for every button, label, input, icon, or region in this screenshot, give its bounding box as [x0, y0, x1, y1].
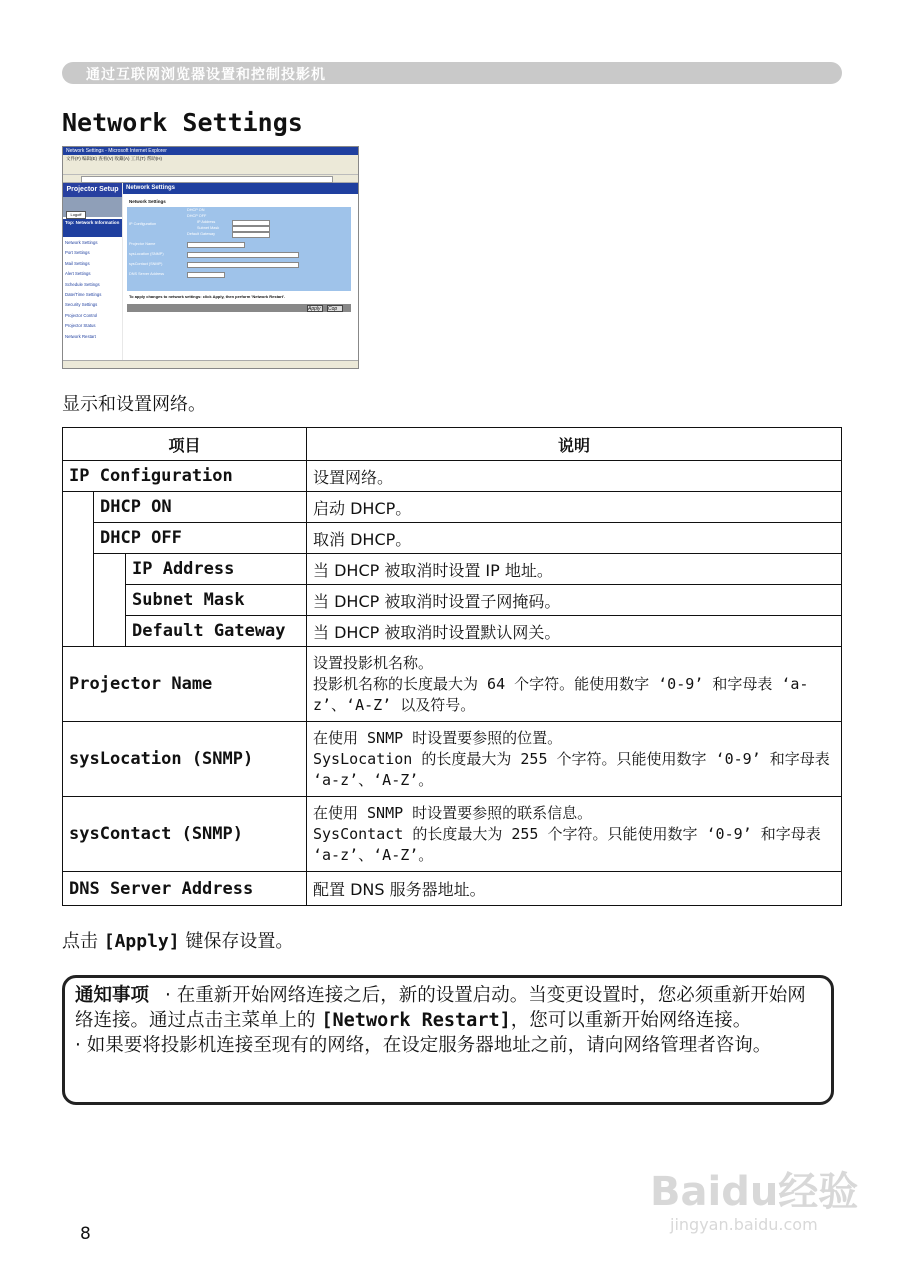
notice-label: 通知事项 [75, 985, 150, 1006]
network-restart-key: [Network Restart] [321, 1010, 511, 1031]
sidebar-item: Projector Control [65, 312, 98, 318]
form-label: Projector Name [129, 242, 156, 246]
table-row-desc: 在使用 SNMP 时设置要参照的联系信息。 SysContact 的长度最大为 255 个字符。只能使用数字 ‘0-9’ 和字母表 ‘a-z’、‘A-Z’。 [307, 797, 842, 872]
table-row-desc: 在使用 SNMP 时设置要参照的位置。 SysLocation 的长度最大为 255 个字符。只能使用数字 ‘0-9’ 和字母表 ‘a-z’、‘A-Z’。 [307, 722, 842, 797]
table-row-desc: 当 DHCP 被取消时设置 IP 地址。 [307, 554, 842, 585]
section-title: 通过互联网浏览器设置和控制投影机 [86, 67, 326, 83]
form-label: IP Configuration [129, 222, 157, 226]
table-row-item: Default Gateway [126, 616, 307, 647]
logoff-button: Logoff [66, 211, 86, 219]
table-row-desc: 取消 DHCP。 [307, 523, 842, 554]
form-label: Default Gateway [187, 232, 216, 236]
sidebar-item: Alert Settings [65, 271, 91, 277]
sidebar-item: Network Settings [65, 240, 98, 245]
form-note: To apply changes to network settings: click Apply, then perform 'Network Restart'. [129, 294, 286, 299]
form-label: sysLocation (SNMP) [129, 252, 164, 256]
cancel-button: Cop [327, 305, 343, 312]
table-row-item: IP Configuration [63, 461, 307, 492]
settings-form [127, 207, 351, 291]
sidebar-item: Date/Time Settings [65, 291, 102, 297]
address-bar [63, 175, 358, 183]
table-row-item: sysContact (SNMP) [63, 797, 307, 872]
settings-table [62, 427, 842, 906]
notice-box: 通知事项 · 在重新开始网络连接之后，新的设置启动。当变更设置时，您必须重新开始网络连接。通过点击主菜单上的 [Network Restart]，您可以重新开始网络连接。 · 如果要将投影机连接至现有的网络，在设定服务器地址之前，请向网络管理者咨询。 [62, 975, 834, 1105]
form-label: DHCP OFF [187, 214, 207, 218]
main-subtitle: Network Settings [129, 199, 166, 204]
table-row-desc: 当 DHCP 被取消时设置默认网关。 [307, 616, 842, 647]
table-row-desc: 设置投影机名称。 投影机名称的长度最大为 64 个字符。能使用数字 ‘0-9’ 和字母表 ‘a-z’、‘A-Z’ 以及符号。 [307, 647, 842, 722]
table-row-desc: 配置 DNS 服务器地址。 [307, 872, 842, 906]
sidebar [63, 183, 122, 360]
page-number: 8 [80, 1224, 91, 1244]
sidebar-item: Security Settings [65, 302, 98, 308]
table-row-item: DHCP ON [94, 492, 307, 523]
form-label: Subnet Mask [197, 226, 220, 230]
table-row-item: IP Address [126, 554, 307, 585]
form-label: DNS Server Address [129, 272, 165, 276]
button-bar [127, 304, 351, 312]
watermark-logo: Baidu经验 [650, 1169, 859, 1215]
form-label: IP Address [197, 220, 216, 224]
table-row-item: DNS Server Address [63, 872, 307, 906]
page-title: Network Settings [62, 108, 303, 137]
section-header-bar [62, 62, 842, 84]
table-row-desc: 当 DHCP 被取消时设置子网掩码。 [307, 585, 842, 616]
column-header-item: 项目 [63, 428, 307, 461]
sidebar-top-item: Top: Network Information [63, 219, 122, 237]
sidebar-item: Port Settings [65, 250, 90, 256]
browser-screenshot [62, 146, 359, 369]
sidebar-item: Projector Status [65, 323, 96, 329]
apply-key: [Apply] [103, 931, 180, 952]
table-row-item: sysLocation (SNMP) [63, 722, 307, 797]
main-panel [123, 183, 358, 360]
apply-button: Apply [307, 305, 323, 312]
window-title: Network Settings - Microsoft Internet Explorer [63, 147, 358, 155]
form-label: sysContact (SNMP) [129, 262, 163, 266]
toolbar [63, 162, 358, 175]
column-header-description: 说明 [307, 428, 842, 461]
sidebar-item: Network Restart [65, 333, 96, 339]
sidebar-item: Schedule Settings [65, 281, 100, 287]
status-bar [63, 360, 358, 368]
apply-instruction: 点击 [Apply] 键保存设置。 [62, 931, 294, 952]
table-row-item: DHCP OFF [94, 523, 307, 554]
table-row-item: Subnet Mask [126, 585, 307, 616]
main-header: Network Settings [123, 183, 358, 194]
watermark [650, 1160, 858, 1234]
notice-paragraph-2: · 如果要将投影机连接至现有的网络，在设定服务器地址之前，请向网络管理者咨询。 [75, 1035, 772, 1056]
table-row-desc: 启动 DHCP。 [307, 492, 842, 523]
logo: Projector Setup [63, 183, 122, 197]
table-row-desc: 设置网络。 [307, 461, 842, 492]
table-row-item: Projector Name [63, 647, 307, 722]
watermark-url: jingyan.baidu.com [670, 1215, 818, 1234]
form-label: DHCP ON [187, 208, 205, 212]
section-description: 显示和设置网络。 [62, 394, 206, 415]
sidebar-item: Mail Settings [65, 260, 90, 266]
menu-bar: 文件(F) 编辑(E) 查看(V) 收藏(A) 工具(T) 帮助(H) [63, 155, 358, 162]
sidebar-list [65, 240, 121, 344]
